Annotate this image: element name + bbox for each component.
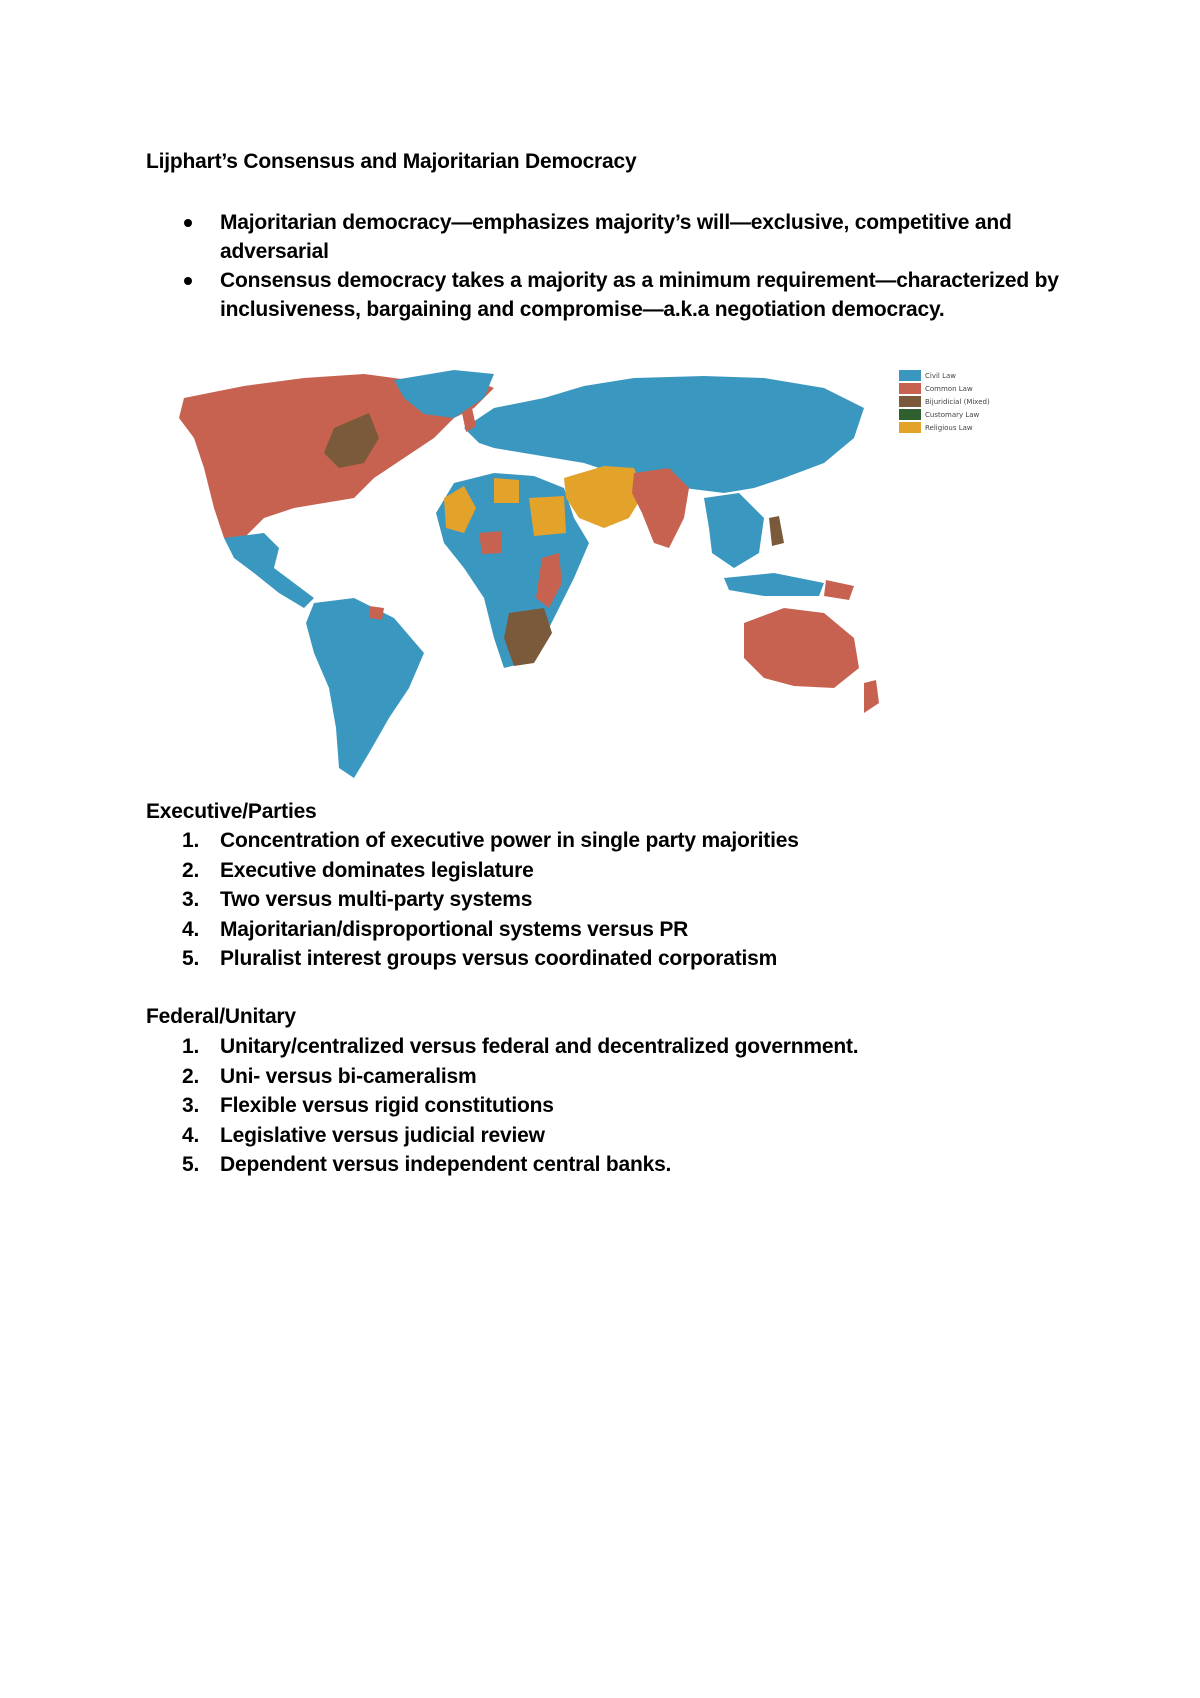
legend-swatch — [899, 370, 921, 381]
list-item — [146, 826, 799, 856]
map-legend — [899, 370, 990, 433]
list-item — [146, 1091, 858, 1121]
bullet-item — [146, 208, 1086, 266]
map-region-new-zealand — [864, 680, 879, 713]
legend-label: Religious Law — [925, 424, 973, 432]
list-text: Pluralist interest groups versus coordinated corporatism — [220, 947, 778, 970]
list-text: Two versus multi-party systems — [220, 888, 533, 911]
list-item — [146, 1121, 858, 1151]
map-region-guyana — [369, 606, 384, 620]
list-number: 5. — [182, 947, 200, 970]
map-region-south-asia — [632, 468, 689, 548]
executive-heading: Executive/Parties — [146, 800, 317, 823]
list-text: Uni- versus bi-cameralism — [220, 1064, 477, 1088]
list-item — [146, 885, 799, 915]
map-region-sudan — [529, 496, 566, 536]
list-item — [146, 1032, 858, 1062]
list-number: 2. — [182, 1064, 200, 1088]
list-number: 2. — [182, 858, 200, 882]
legend-label: Civil Law — [925, 372, 957, 380]
document-title: Lijphart’s Consensus and Majoritarian Democracy — [146, 150, 637, 173]
list-text: Dependent versus independent central banks. — [220, 1153, 672, 1176]
legend-label: Bijuridicial (Mixed) — [925, 398, 990, 406]
list-item — [146, 944, 799, 974]
world-map-svg — [164, 368, 1034, 788]
list-text: Legislative versus judicial review — [220, 1123, 545, 1147]
bullet-item — [146, 266, 1086, 324]
federal-heading: Federal/Unitary — [146, 1005, 296, 1028]
list-number: 5. — [182, 1153, 200, 1176]
map-region-nigeria — [479, 531, 502, 554]
map-region-indonesia — [724, 573, 824, 596]
map-region-central-america — [224, 533, 314, 608]
list-number: 3. — [182, 888, 200, 911]
map-region-southeast-asia — [704, 493, 764, 568]
list-number: 4. — [182, 1123, 200, 1147]
bullet-dot — [184, 277, 192, 285]
bullet-list — [146, 208, 1086, 324]
list-item — [146, 1062, 858, 1092]
executive-list — [146, 826, 799, 974]
bullet-dot — [184, 219, 192, 227]
bullet-text: Consensus democracy takes a majority as a minimum requirement—characterized by inclusiveness, bargaining and compromise—a.k.a negotiation democracy. — [220, 269, 1059, 321]
list-item — [146, 1150, 858, 1180]
list-text: Majoritarian/disproportional systems versus PR — [220, 917, 689, 941]
map-region-australia — [744, 608, 859, 688]
legend-swatch — [899, 383, 921, 394]
map-region-southern-africa — [504, 608, 552, 666]
map-region-philippines — [769, 516, 784, 546]
list-text: Executive dominates legislature — [220, 858, 534, 882]
list-number: 1. — [182, 829, 200, 852]
federal-list — [146, 1032, 858, 1180]
list-text: Unitary/centralized versus federal and decentralized government. — [220, 1035, 859, 1058]
map-region-libya — [494, 478, 519, 503]
list-number: 1. — [182, 1035, 200, 1058]
legend-swatch — [899, 422, 921, 433]
list-text: Flexible versus rigid constitutions — [220, 1094, 554, 1117]
list-number: 4. — [182, 917, 200, 941]
bullet-text: Majoritarian democracy—emphasizes majority’s will—exclusive, competitive and adversarial — [220, 211, 1012, 263]
map-region-middle-east — [564, 466, 644, 528]
legend-label: Common Law — [925, 385, 973, 393]
world-legal-systems-map — [164, 368, 1034, 788]
list-item — [146, 856, 799, 886]
map-region-south-america — [306, 598, 424, 778]
legend-swatch — [899, 409, 921, 420]
legend-swatch — [899, 396, 921, 407]
list-item — [146, 915, 799, 945]
legend-label: Customary Law — [925, 411, 980, 419]
list-number: 3. — [182, 1094, 200, 1117]
map-region-papua — [824, 580, 854, 600]
list-text: Concentration of executive power in single party majorities — [220, 829, 799, 852]
